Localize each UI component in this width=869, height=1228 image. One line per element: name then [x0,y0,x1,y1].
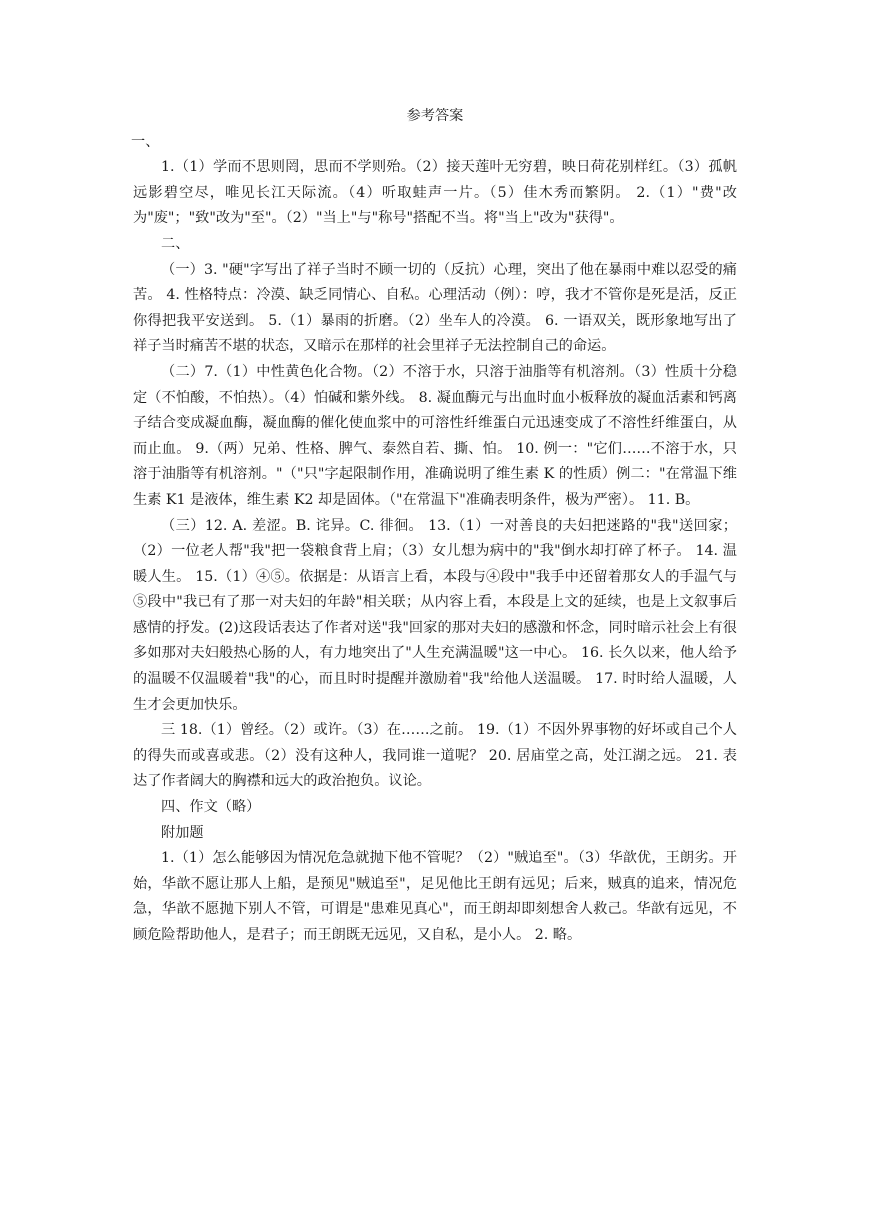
page-title: 参考答案 [406,108,464,124]
section-heading-2: 二、 [161,235,190,252]
bonus-paragraph: 1.（1）怎么能够因为情况危急就抛下他不管呢？（2）"贼追至"。（3）华歆优，王朗劣。开始，华歆不愿让那人上船，是预见"贼追至"，足见他比王朗有远见；后来，贼真的追来，情况危急，华歆不愿抛下别人不管，可谓是"患难见真心"，而王朗却即刻想舍人救己。华歆有远见，不顾危险帮助他人，是君子；而王朗既无远见，又自私，是小人。 2. 略。 [133,850,737,943]
section-2-part-3-paragraph: （三）12. A. 差涩。B. 诧异。C. 徘徊。 13.（1）一对善良的夫妇把迷路的"我"送回家；（2）一位老人帮"我"把一袋粮食背上肩；（3）女儿想为病中的"我"倒水却打碎了杯子。 14. 温暖人生。 15.（1）④⑤。依据是：从语言上看，本段与④段中"我手中还留着那女人的手温气与⑤段中"我已有了那一对夫妇的年龄"相关联；从内容上看，本段是上文的延续，也是上文叙事后感情的抒发。(2)这段话表达了作者对送"我"回家的那对夫妇的感激和怀念，同时暗示社会上有很多如那对夫妇般热心肠的人，有力地突出了"人生充满温暖"这一中心。 16. 长久以来，他人给予的温暖不仅温暖着"我"的心，而且时时提醒并激励着"我"给他人送温暖。 17. 时时给人温暖，人生才会更加快乐。 [133,517,737,713]
section-heading-4: 四、作文（略） [161,799,261,816]
section-heading-bonus: 附加题 [161,824,204,841]
section-3-paragraph: 三 18.（1）曾经。（2）或许。（3）在……之前。 19.（1）不因外界事物的好坏或自己个人的得失而或喜或悲。（2）没有这种人，我同谁一道呢？ 20. 居庙堂之高，处江湖之远。 21. 表达了作者阔大的胸襟和远大的政治抱负。议论。 [133,722,737,790]
section-1-paragraph: 1.（1）学而不思则罔，思而不学则殆。（2）接天莲叶无穷碧，映日荷花别样红。（3）孤帆远影碧空尽，唯见长江天际流。（4）听取蛙声一片。（5）佳木秀而繁阴。 2.（1）"费"改为"废"；"致"改为"至"。（2）"当上"与"称号"搭配不当。将"当上"改为"获得"。 [133,159,737,227]
section-2-part-2-paragraph: （二）7.（1）中性黄色化合物。（2）不溶于水，只溶于油脂等有机溶剂。（3）性质十分稳定（不怕酸，不怕热）。（4）怕碱和紫外线。 8. 凝血酶元与出血时血小板释放的凝血活素和钙离子结合变成凝血酶，凝血酶的催化使血浆中的可溶性纤维蛋白元迅速变成了不溶性纤维蛋白，从而止血。 9.（两）兄弟、性格、脾气、泰然自若、撕、怕。 10. 例一："它们……不溶于水，只溶于油脂等有机溶剂。"（"只"字起限制作用，准确说明了维生素 K 的性质）例二："在常温下维生素 K1 是液体，维生素 K2 却是固体。（"在常温下"准确表明条件，极为严密）。 11. B。 [133,363,737,508]
answer-document [133,104,737,949]
section-2-part-1-paragraph: （一）3. "硬"字写出了祥子当时不顾一切的（反抗）心理，突出了他在暴雨中难以忍受的痛苦。 4. 性格特点：冷漠、缺乏同情心、自私。心理活动（例）：哼，我才不管你是死是活，反正你得把我平安送到。 5.（1）暴雨的折磨。（2）坐车人的冷漠。 6. 一语双关，既形象地写出了祥子当时痛苦不堪的状态，又暗示在那样的社会里祥子无法控制自己的命运。 [133,261,737,355]
section-heading-1: 一、 [131,133,160,150]
